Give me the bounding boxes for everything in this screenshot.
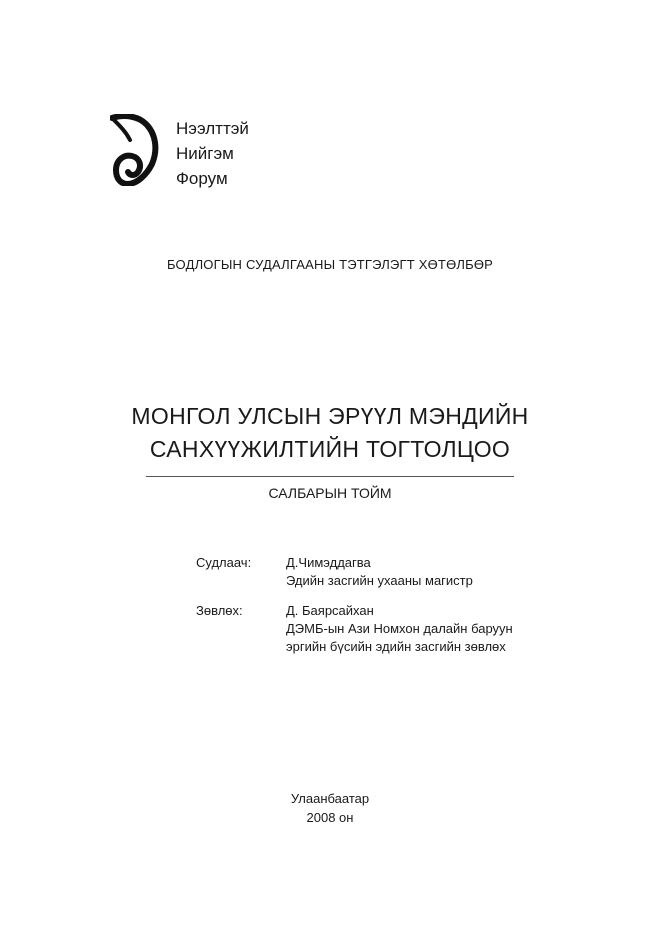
credit-affiliation: эргийн бүсийн эдийн засгийн зөвлөх	[286, 639, 506, 654]
credit-advisor	[196, 602, 513, 656]
credit-person: Д.Чимэддагва	[286, 555, 371, 570]
title-line-2: САНХҮҮЖИЛТИЙН ТОГТОЛЦОО	[149, 436, 511, 462]
title-divider	[146, 476, 514, 477]
credit-details	[286, 554, 473, 590]
organization-name	[176, 116, 249, 191]
credit-role: Зөвлөх:	[196, 603, 243, 618]
organization-name-line: Нээлттэй	[176, 119, 249, 138]
credit-affiliation: Эдийн засгийн ухааны магистр	[286, 573, 473, 588]
credits	[196, 554, 513, 668]
credit-researcher	[196, 554, 513, 590]
document-subtitle: САЛБАРЫН ТОЙМ	[268, 485, 392, 501]
credit-details	[286, 602, 513, 656]
publication-place-date	[0, 789, 660, 827]
organization-logo-icon	[110, 114, 160, 186]
credit-person: Д. Баярсайхан	[286, 603, 374, 618]
document-title	[0, 400, 660, 466]
organization-name-line: Нийгэм	[176, 144, 234, 163]
organization-name-line: Форум	[176, 169, 228, 188]
credit-affiliation: ДЭМБ-ын Ази Номхон далайн баруун	[286, 621, 513, 636]
title-line-1: МОНГОЛ УЛСЫН ЭРҮҮЛ МЭНДИЙН	[131, 403, 529, 429]
publication-year: 2008 он	[306, 810, 354, 825]
program-name: БОДЛОГЫН СУДАЛГААНЫ ТЭТГЭЛЭГТ ХӨТӨЛБӨР	[166, 257, 494, 272]
credit-role: Судлаач:	[196, 555, 252, 570]
publication-city: Улаанбаатар	[290, 791, 370, 806]
